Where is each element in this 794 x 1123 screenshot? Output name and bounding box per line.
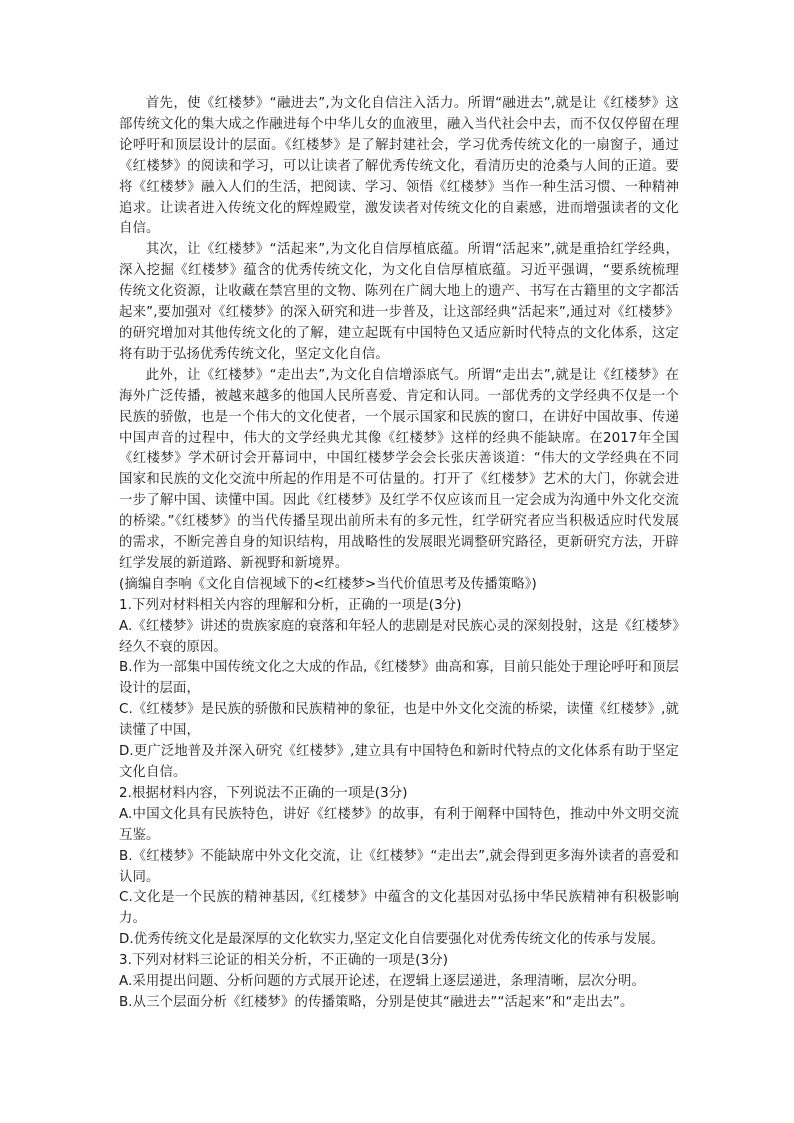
paragraph-third: 此外，让《红楼梦》“走出去”,为文化自信增添底气。所谓“走出去”,就是让《红楼梦》在海外广泛传播，被越来越多的他国人民所喜爱、肯定和认同。一部优秀的文学经典不仅是一个民族的骄傲，也是一个伟大的文化使者，一个展示国家和民族的窗口，在讲好中国故事、传递中国声音的过程中，伟大的文学经典尤其像《红楼梦》这样的经典不能缺席。在2017年全国《红楼梦》学术研讨会开幕词中，中国红楼梦学会会长张庆善谈道：“伟大的文学经典在不同国家和民族的文化交流中所起的作用是不可估量的。打开了《红楼梦》艺术的大门，你就会进一步了解中国、读懂中国。因此《红楼梦》及红学不仅应该而且一定会成为沟通中外文化交流的桥梁。”《红楼梦》的当代传播呈现出前所未有的多元性，红学研究者应当积极适应时代发展的需求，不断完善自身的知识结构，用战略性的发展眼光调整研究路径，更新研究方法，开辟红学发展的新道路、新视野和新境界。 [119,367,679,571]
option-c: C.《红楼梦》是民族的骄傲和民族精神的象征，也是中外文化交流的桥梁，读懂《红楼梦》,就读懂了中国， [119,702,679,739]
question-1 [119,596,679,784]
paragraph-first: 首先，使《红楼梦》“融进去”,为文化自信注入活力。所谓“融进去”,就是让《红楼梦》这部传统文化的集大成之作融进每个中华儿女的血液里，融入当代社会中去，而不仅仅停留在理论呼吁和顶层设计的层面。《红楼梦》是了解封建社会，学习优秀传统文化的一扇窗子，通过《红楼梦》的阅读和学习，可以让读者了解优秀传统文化，看清历史的沧桑与人间的正道。要将《红楼梦》融入人们的生活，把阅读、学习、领悟《红楼梦》当作一种生活习惯、一种精神追求。让读者进入传统文化的辉煌殿堂，激发读者对传统文化的自素感，进而增强读者的文化自信。 [119,96,679,237]
question-3 [119,951,679,1014]
source-citation: (摘编自李响《文化自信视域下的<红楼梦>当代价值思考及传播策略》) [119,576,537,592]
option-b: B.从三个层面分析《红楼梦》的传播策略，分别是使其“融进去”“活起来”和“走出去”。 [119,994,634,1010]
option-b: B.作为一部集中国传统文化之大成的作品,《红楼梦》曲高和寡，目前只能处于理论呼吁和顶层设计的层面， [119,660,679,697]
question-stem: 3.下列对材料三论证的相关分析，不正确的一项是(3分) [119,953,449,969]
option-d: D.更广泛地普及并深入研究《红楼梦》,建立具有中国特色和新时代特点的文化体系有助于坚定文化自信。 [119,744,679,780]
question-2 [119,784,679,951]
option-d: D.优秀传统文化是最深厚的文化软实力,坚定文化自信要强化对优秀传统文化的传承与发展。 [119,932,665,948]
question-stem: 2.根据材料内容，下列说法不正确的一项是(3分) [119,785,408,801]
option-b: B.《红楼梦》不能缺席中外文化交流，让《红楼梦》“走出去”,就会得到更多海外读者的喜爱和认同。 [119,848,679,885]
option-c: C.文化是一个民族的精神基因,《红楼梦》中蕴含的文化基因对弘扬中华民族精神有积极影响力。 [119,890,679,927]
document-page [119,94,679,1014]
option-a: A.采用提出问题、分析问题的方式展开论述，在逻辑上逐层递进，条理清晰，层次分明。 [119,974,646,990]
option-a: A.《红楼梦》讲述的贵族家庭的衰落和年轻人的悲剧是对民族心灵的深刻投射，这是《红楼梦》经久不衰的原因。 [119,618,679,655]
paragraph-second: 其次，让《红楼梦》“活起来”,为文化自信厚植底蕴。所谓“活起来”,就是重拾红学经典，深入挖掘《红楼梦》蕴含的优秀传统文化，为文化自信厚植底蕴。习近平强调，“要系统梳理传统文化资源，让收藏在禁宫里的文物、陈列在广阔大地上的遗产、书写在古籍里的文字都活起来”,要加强对《红楼梦》的深入研究和进一步普及，让这部经典“活起来”,通过对《红楼梦》的研究增加对其他传统文化的了解，建立起既有中国特色又适应新时代特点的文化体系，这定将有助于弘扬优秀传统文化，坚定文化自信。 [119,242,679,362]
option-a: A.中国文化具有民族特色，讲好《红楼梦》的故事，有利于阐释中国特色，推动中外文明交流互鉴。 [119,806,679,843]
question-stem: 1.下列对材料相关内容的理解和分析，正确的一项是(3分) [119,597,462,613]
